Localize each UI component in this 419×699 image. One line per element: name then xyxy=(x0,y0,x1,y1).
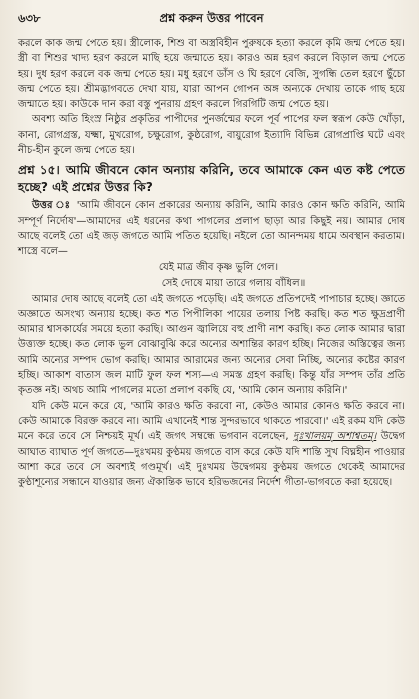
paragraph xyxy=(18,399,405,491)
answer-text: 'আমি জীবনে কোন প্রকারের অন্যায় করিনি, আমি কারও কোন ক্ষতি করিনি, আমি সম্পূর্ণ নির্দোষ'—আমাদের এই ধরনের কথা পাগলের প্রলাপ ছাড়া আর কিছুই নয়। আমার দোষ আছে বলেই তো এই জড় জগতে আমি পতিত হয়েছি। নইলে তো আনন্দময় ধামে অবস্থান করতাম। শাস্ত্রে বলে— xyxy=(18,200,406,258)
paragraph: অবশ্য অতি হিংস্র নিষ্ঠুর প্রকৃতির পাপীদের পুনর্জন্মের ফলে পূর্ব পাপের ফল স্বরূপ কেউ খোঁড়া, কানা, রোগগ্রস্ত, যক্ষ্মা, মুখরোগ, চক্ষুরোগ, কুষ্ঠরোগ, বায়ুরোগ ইত্যাদি বিভিন্ন রোগপ্রাপ্তি ঘটে এবং নীচ-হীন কুলে জন্ম পেতে হয়। xyxy=(18,114,405,157)
verse-line: সেই দোষে মায়া তারে গলায় বাঁধিল॥ xyxy=(161,277,306,289)
answer-label: উত্তর ঃ xyxy=(32,200,71,212)
paragraph: করলে কাক জন্ম পেতে হয়। স্ত্রীলোক, শিশু বা অস্ত্রবিহীন পুরুষকে হত্যা করলে কৃমি জন্ম পেতে হয়। স্ত্রী বা শিশুর খাদ্য হরণ করলে মাছি হয়ে জন্মাতে হয়। কারও অন্ন হরণ করলে বিড়াল জন্ম পেতে হয়। দুধ হরণ করলে বক জন্ম পেতে হয়। মধু হরণে ডাঁস ও ঘি হরণে বেজি, সুগন্ধি তেল হরণে ছুঁচো জন্ম পেতে হয়। শ্রীমদ্ভাগবতে দেখা যায়, যারা আপন গোপন অঙ্গ অন্যকে দেখায় তাকে গাছ হয়ে জন্মাতে হয়। কাউকে দান করা বস্তু পুনরায় গ্রহণ করলে গিরগিটি জন্ম পেতে হয়। xyxy=(18,38,405,111)
question-number: প্রশ্ন ১৫। xyxy=(18,163,60,178)
verse-line: যেই মাত্র জীব কৃষ্ণ ভুলি গেল। xyxy=(158,261,279,273)
answer-paragraph xyxy=(18,198,405,259)
paragraph: আমার দোষ আছে বলেই তো এই জগতে পড়েছি। এই জগতে প্রতিপদেই পাপাচার হচ্ছে। জ্ঞাতে অজ্ঞাতে অসংখ্য অন্যায় হচ্ছে। কত শত পিপীলিকা পায়ের তলায় পিষ্ট করছি। কত শত ক্ষুদ্রপ্রাণী আমার শ্বাসকার্যের সময়ে হত্যা করছি। আগুন জ্বালিয়ে বহু প্রাণী নাশ করছি। কত লোক আমার দ্বারা উত্ত্যক্ত হচ্ছে। কত লোক ভুল বোঝাবুঝি করে অন্যের অশান্তির কারণ হচ্ছি। নিজের অস্তিত্বের জন্য আমি অন্যের সম্পদ ভোগ করছি। আমার আরামের জন্য অন্যের সেবা নিচ্ছি, অন্যের কষ্টের কারণ হচ্ছি। আকাশ বাতাস জল মাটি ফুল ফল শস্য—এ সমস্ত গ্রহণ করছি। কিন্তু যাঁর সম্পদ তাঁর প্রতি কৃতজ্ঞ নই। অথচ আমি পাগলের মতো প্রলাপ বকছি যে, 'আমি কোন অন্যায় করিনি।' xyxy=(18,293,405,397)
paragraph-text: উদ্বেগ আঘাত ব্যাঘাত পূর্ণ জগতে—দুঃখময় কুণ্ঠময় জগতে বাস করে কেউ যদি শান্তি সুখ বিঘ্নহীন পাওয়ার আশা করে তবে সে অবশ্যই গণ্ডমূর্খ। এই দুঃখময় উদ্বেগময় কুণ্ঠময় জগতে থেকেই আমাদের কুণ্ঠাশূন্যের সন্ধানে যাওয়ার জন্য ঐকান্তিক ভাবে হরিভজনের নির্দেশ গীতা-ভাগবতে করা হয়েছে। xyxy=(18,431,405,489)
paragraph-text: যদি কেউ মনে করে যে, 'আমি কারও ক্ষতি করবো না, কেউও আমার কোনও ক্ষতি করবে না। কেউ আমাকে বিরক্ত করবে না। আমি এখানেই শান্ত সুন্দরভাবে থাকতে পারবো।' এই রকম যদি কেউ মনে করে তবে সে নিশ্চয়ই মূর্খ। এই জগৎ সম্বন্ধে ভগবান বলেছেন, xyxy=(18,400,405,443)
page-body xyxy=(18,36,405,490)
question-text: আমি জীবনে কোন অন্যায় করিনি, তবে আমাকে কেন এত কষ্ট পেতে হচ্ছে? এই প্রশ্নের উত্তর কি? xyxy=(18,163,405,195)
page-header xyxy=(18,10,405,32)
running-title: প্রশ্ন করুন উত্তর পাবেন xyxy=(159,11,264,25)
emphasized-quote: দুঃখালয়ম্ অশাশ্বতম্। xyxy=(293,431,377,443)
page-number: ৬৩৮ xyxy=(18,11,41,25)
question-heading xyxy=(18,162,405,196)
